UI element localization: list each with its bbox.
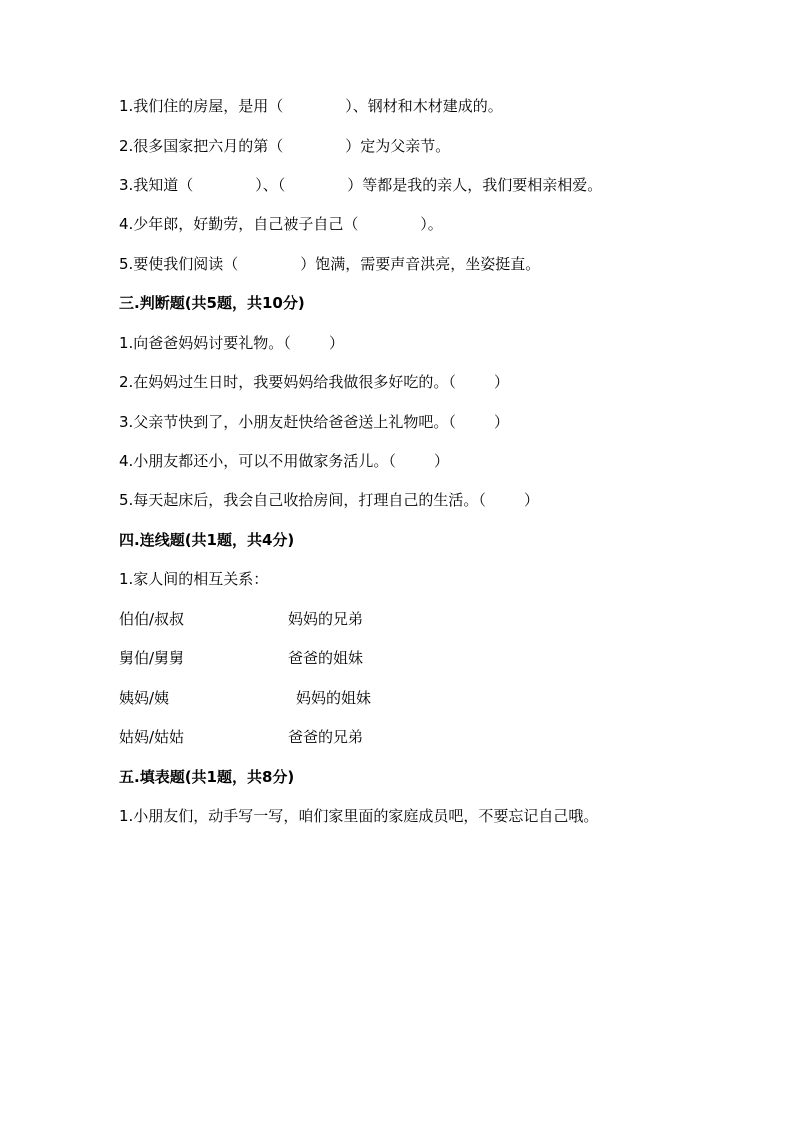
fill-blank-item-3: 3.我知道（ ）、（ ）等都是我的亲人，我们要相亲相爱。	[119, 176, 603, 194]
judgment-item-1: 1.向爸爸妈妈讨要礼物。（ ）	[119, 334, 344, 352]
judgment-item-5: 5.每天起床后，我会自己收拾房间，打理自己的生活。（ ）	[119, 491, 539, 509]
table-fill-question: 1.小朋友们，动手写一写，咱们家里面的家庭成员吧，不要忘记自己哦。	[119, 807, 599, 825]
matching-left-4: 姑妈/姑姑	[119, 728, 185, 746]
fill-blank-item-4: 4.少年郎，好勤劳，自己被子自己（ ）。	[119, 215, 443, 233]
matching-right-3: 妈妈的姐妹	[296, 689, 372, 707]
fill-blank-item-1: 1.我们住的房屋，是用（ ）、钢材和木材建成的。	[119, 97, 503, 115]
fill-blank-item-2: 2.很多国家把六月的第（ ）定为父亲节。	[119, 137, 451, 155]
matching-right-2: 爸爸的姐妹	[288, 649, 364, 667]
matching-right-4: 爸爸的兄弟	[288, 728, 364, 746]
judgment-heading: 三.判断题(共5题，共10分)	[119, 294, 305, 312]
judgment-item-3: 3.父亲节快到了，小朋友赶快给爸爸送上礼物吧。（ ）	[119, 413, 509, 431]
matching-right-1: 妈妈的兄弟	[288, 610, 364, 628]
matching-left-1: 伯伯/叔叔	[119, 610, 185, 628]
table-fill-heading: 五.填表题(共1题，共8分)	[119, 768, 295, 786]
judgment-item-4: 4.小朋友都还小，可以不用做家务活儿。（ ）	[119, 452, 449, 470]
fill-blank-item-5: 5.要使我们阅读（ ）饱满，需要声音洪亮，坐姿挺直。	[119, 255, 541, 273]
matching-question: 1.家人间的相互关系：	[119, 570, 269, 588]
judgment-item-2: 2.在妈妈过生日时，我要妈妈给我做很多好吃的。（ ）	[119, 373, 509, 391]
matching-left-2: 舅伯/舅舅	[119, 649, 185, 667]
matching-heading: 四.连线题(共1题，共4分)	[119, 531, 295, 549]
matching-left-3: 姨妈/姨	[119, 689, 170, 707]
